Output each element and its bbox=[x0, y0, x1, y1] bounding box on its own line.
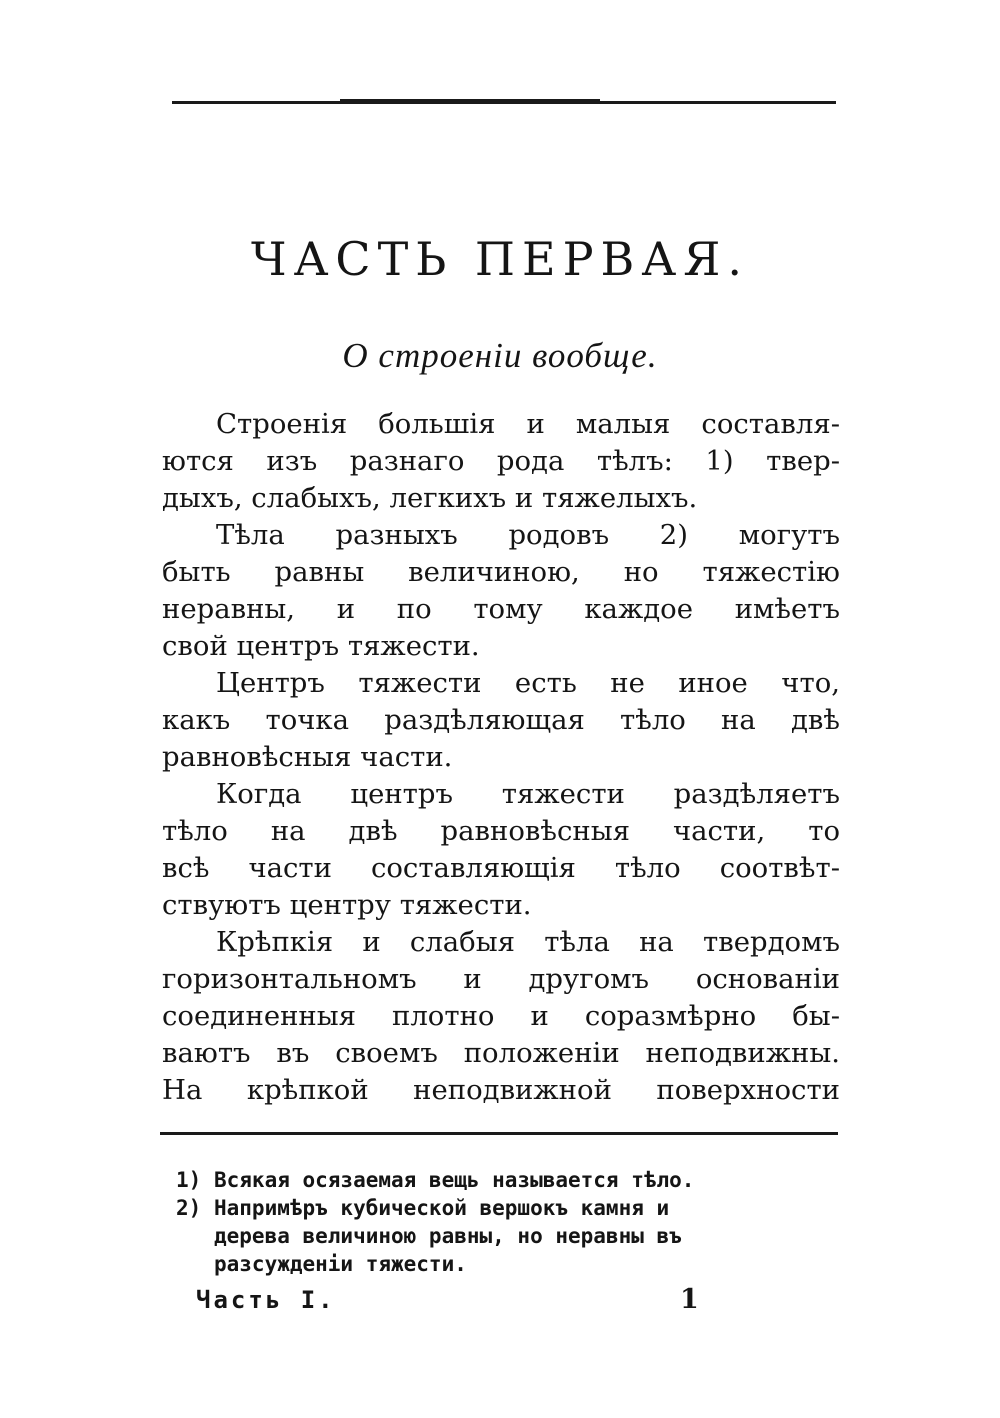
footnote-text: Всякая осязаемая вещь называется тѣло. bbox=[214, 1168, 695, 1192]
body-line: всѣ части составляющiя тѣло соотвѣт- bbox=[162, 852, 840, 884]
body-line: быть равны величиною, но тяжестiю bbox=[162, 556, 840, 588]
top-ornamental-rule-center bbox=[340, 99, 600, 104]
body-line: дыхъ, слабыхъ, легкихъ и тяжелыхъ. bbox=[162, 482, 698, 514]
body-line: Когда центръ тяжести раздѣляетъ bbox=[216, 778, 840, 810]
body-line: неравны, и по тому каждое имѣетъ bbox=[162, 593, 840, 625]
footnote-2 bbox=[176, 1194, 840, 1222]
body-line: Центръ тяжести есть не иное что, bbox=[216, 667, 840, 699]
body-text bbox=[162, 406, 840, 1109]
footnote-1 bbox=[176, 1166, 840, 1194]
page-number: 1 bbox=[680, 1284, 699, 1315]
section-title: О строенiи вообще. bbox=[342, 336, 658, 375]
body-line: На крѣпкой неподвижной поверхности bbox=[162, 1074, 840, 1106]
footnote-separator-rule bbox=[160, 1132, 838, 1135]
body-line: Тѣла разныхъ родовъ 2) могутъ bbox=[216, 519, 840, 551]
body-line: свой центръ тяжести. bbox=[162, 630, 480, 662]
footnote-text: Напримѣръ кубической вершокъ камня и bbox=[214, 1196, 670, 1220]
body-line: какъ точка раздѣляющая тѣло на двѣ bbox=[162, 704, 840, 736]
footnote-2-continuation: дерева величиною равны, но неравны въ bbox=[214, 1224, 682, 1248]
body-line: ваютъ въ своемъ положенiи неподвижны. bbox=[162, 1037, 840, 1069]
body-line: соединенныя плотно и соразмѣрно бы- bbox=[162, 1000, 840, 1032]
body-line: ются изъ разнаго рода тѣлъ: 1) твер- bbox=[162, 445, 840, 477]
printer-signature: Часть I. bbox=[196, 1286, 336, 1314]
footnotes bbox=[176, 1166, 840, 1278]
footnote-number: 1) bbox=[176, 1168, 202, 1192]
footnote-2-continuation: разсужденiи тяжести. bbox=[214, 1252, 467, 1276]
body-line: равновѣсныя части. bbox=[162, 741, 453, 773]
body-line: горизонтальномъ и другомъ основанiи bbox=[162, 963, 840, 995]
body-line: Строенiя большiя и малыя составля- bbox=[216, 408, 840, 440]
body-line: тѣло на двѣ равновѣсныя части, то bbox=[162, 815, 840, 847]
part-title: ЧАСТЬ ПЕРВАЯ. bbox=[251, 232, 749, 286]
footnote-number: 2) bbox=[176, 1196, 202, 1220]
body-line: Крѣпкiя и слабыя тѣла на твердомъ bbox=[216, 926, 840, 958]
body-line: ствуютъ центру тяжести. bbox=[162, 889, 532, 921]
